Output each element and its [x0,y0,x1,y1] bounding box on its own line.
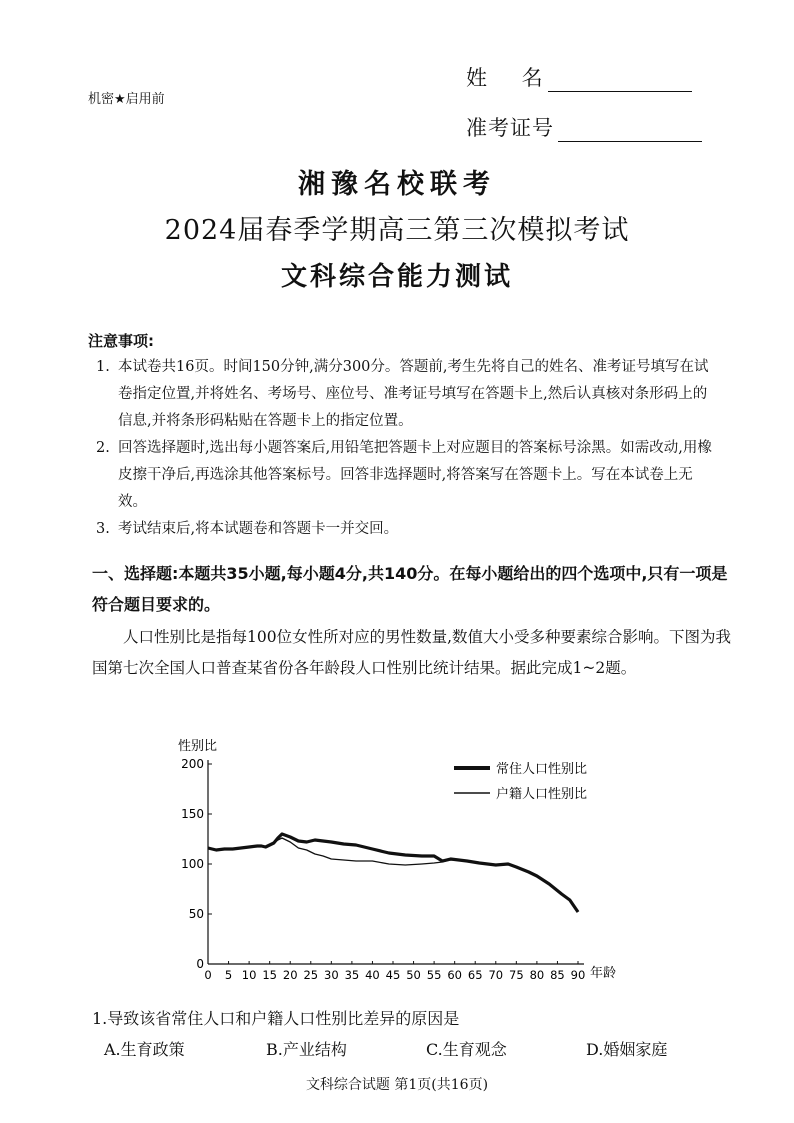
y-ticks [181,757,212,971]
x-tick-label: 10 [241,968,257,982]
x-tick-label: 65 [467,968,483,982]
series-resident-line [208,834,578,912]
x-tick-label: 60 [447,968,462,982]
exam-title: 2024届春季学期高三第三次模拟考试 [164,215,630,246]
subject-title: 文科综合能力测试 [280,262,513,292]
x-tick-label: 30 [324,968,339,982]
x-tick-label: 90 [570,968,586,982]
x-tick-label: 55 [426,968,442,982]
note-index: 1. [96,359,110,375]
x-tick-label: 20 [282,968,298,982]
x-tick-label: 35 [344,968,360,982]
option-d: D.婚姻家庭 [586,1040,668,1059]
note-index: 3. [96,521,110,537]
section-heading: 一、选择题:本题共35小题,每小题4分,共140分。在每小题给出的四个选项中,只有一项是符合题目要求的。 [92,564,728,614]
y-axis-label: 性别比 [178,739,218,754]
sex-ratio-chart [150,730,650,990]
note-text: 考试结束后,将本试题卷和答题卡一并交回。 [118,521,399,537]
x-tick-label: 50 [406,968,421,982]
name-field [466,62,692,92]
page-footer: 文科综合试题 第1页(共16页) [305,1077,489,1093]
y-tick-label: 100 [181,857,204,871]
y-tick-label: 150 [181,807,204,821]
note-text: 回答选择题时,选出每小题答案后,用铅笔把答题卡上对应题目的答案标号涂黑。如需改动,用橡皮擦干净后,再选涂其他答案标号。回答非选择题时,将答案写在答题卡上。写在本试卷上无效。 [118,440,712,510]
x-tick-label: 80 [529,968,545,982]
name-label: 姓 名 [466,66,544,90]
exam-id-field [466,112,702,142]
confidential-label: 机密★启用前 [88,92,165,107]
x-tick-label: 75 [509,968,524,982]
chart-legend [454,761,587,802]
name-blank [548,71,692,92]
exam-id-label: 准考证号 [466,116,554,140]
x-tick-label: 5 [224,968,233,982]
note-item-3 [96,516,718,543]
y-tick-label: 0 [196,957,204,971]
x-tick-label: 40 [365,968,380,982]
x-axis-label: 年龄 [590,966,617,981]
option-b: B.产业结构 [266,1040,347,1059]
series-registered-line [208,838,578,912]
exam-union-title: 湘豫名校联考 [298,169,496,200]
legend-label-resident: 常住人口性别比 [496,762,588,777]
x-tick-label: 85 [550,968,565,982]
note-index: 2. [96,440,110,456]
x-tick-label: 25 [303,968,319,982]
passage: 人口性别比是指每100位女性所对应的男性数量,数值大小受多种要素综合影响。下图为我国第七次全国人口普查某省份各年龄段人口性别比统计结果。据此完成1~2题。 [92,628,732,677]
y-tick-label: 200 [181,757,204,771]
legend-label-registered: 户籍人口性别比 [496,787,588,802]
notes-heading: 注意事项: [88,332,154,350]
exam-id-blank [558,121,702,142]
x-tick-label: 45 [385,968,401,982]
y-tick-label: 50 [188,907,204,921]
option-c: C.生育观念 [426,1040,507,1059]
note-item-1 [96,354,718,435]
note-text: 本试卷共16页。时间150分钟,满分300分。答题前,考生先将自己的姓名、准考证号填写在试卷指定位置,并将姓名、考场号、座位号、准考证号填写在答题卡上,然后认真核对条形码上的信息,并将条形码粘贴在答题卡上的指定位置。 [118,359,709,429]
x-tick-label: 0 [204,968,212,982]
question-1-stem: 1.导致该省常住人口和户籍人口性别比差异的原因是 [92,1009,460,1028]
x-tick-label: 70 [488,968,504,982]
note-item-2 [96,435,718,516]
x-tick-label: 15 [262,968,277,982]
chart-series [208,834,578,912]
option-a: A.生育政策 [104,1040,185,1059]
